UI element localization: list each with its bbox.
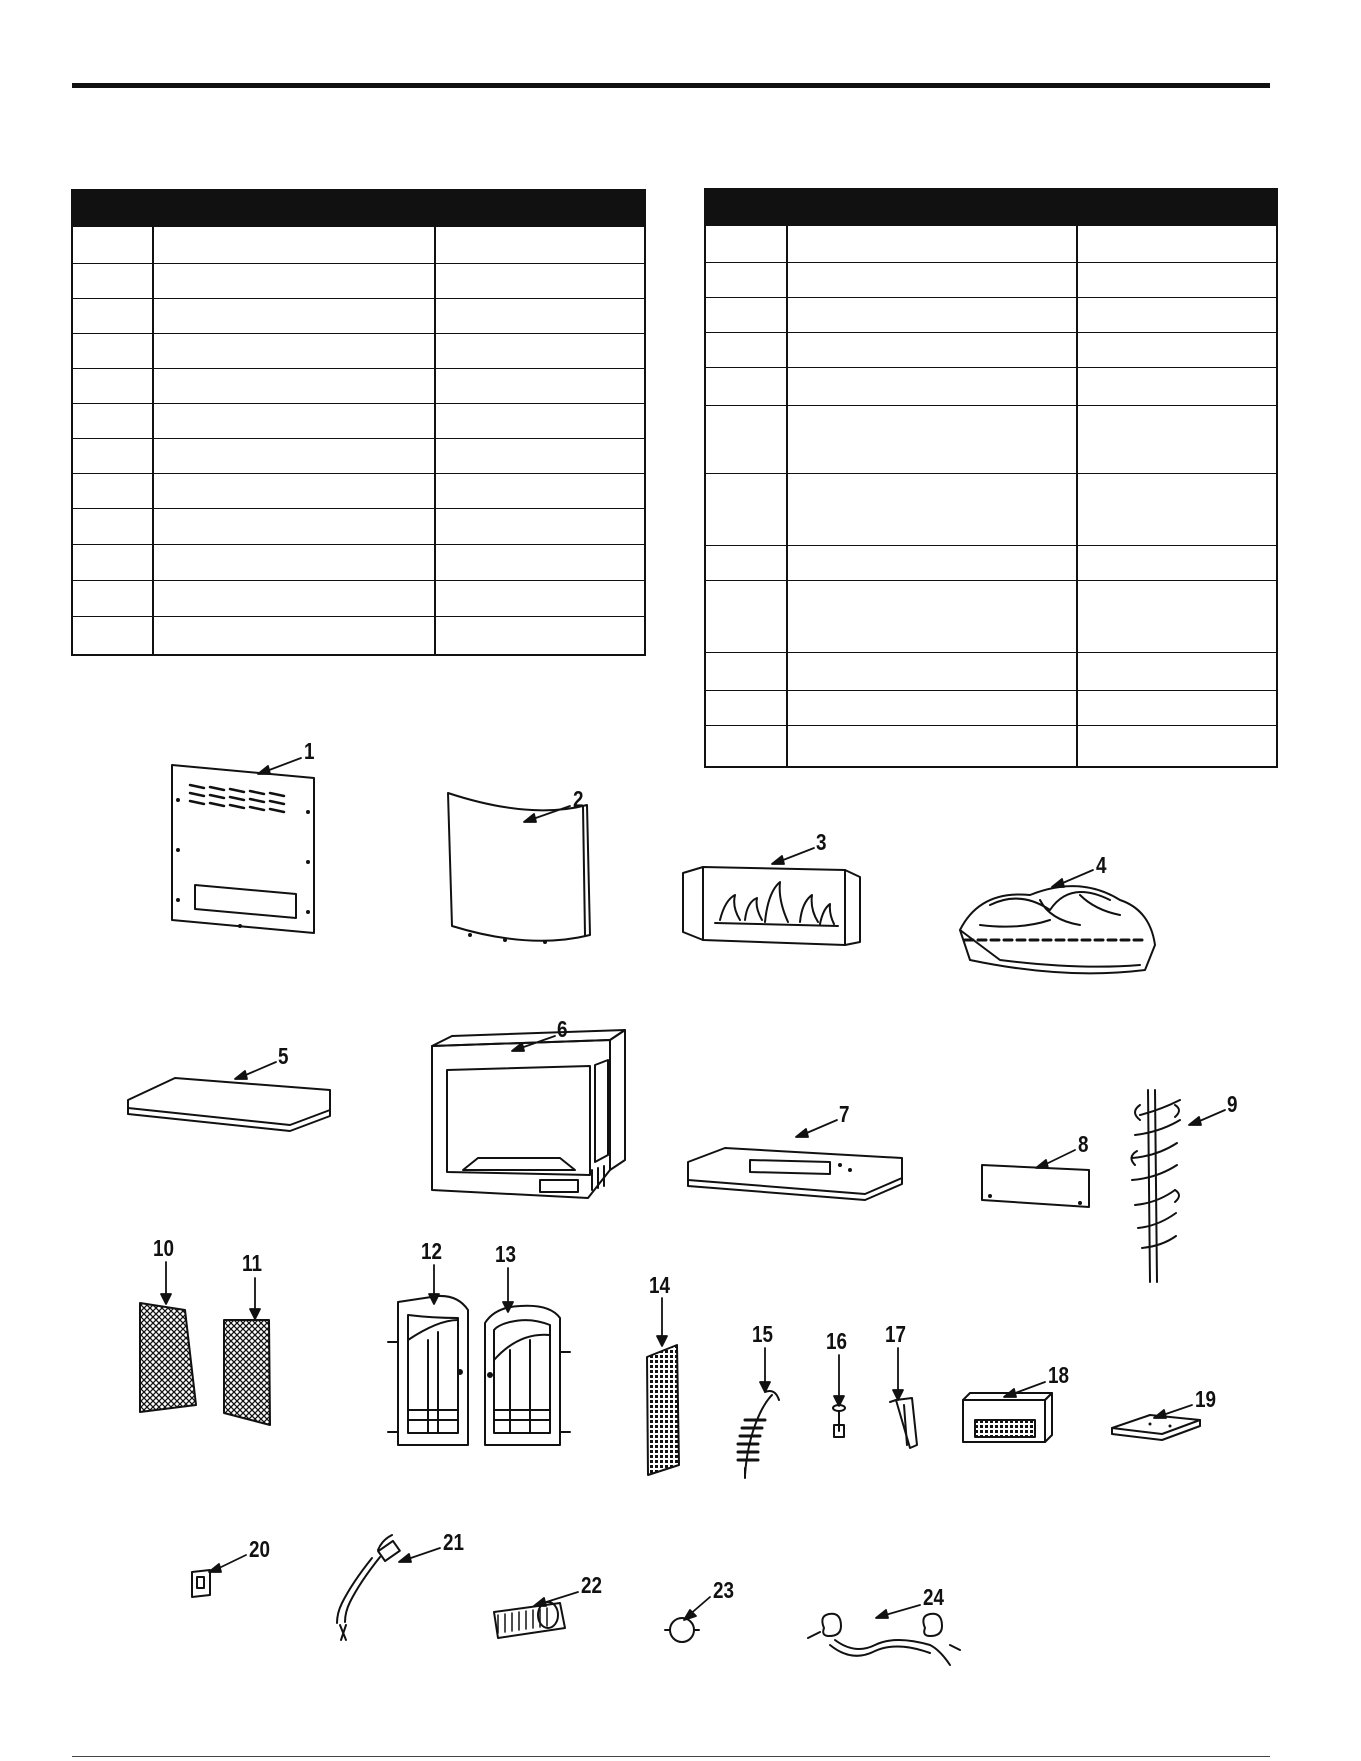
callout-label: 6 [557, 1016, 568, 1042]
part-bulb-holder [833, 1405, 845, 1437]
part-grill [647, 1345, 679, 1475]
callout-label: 18 [1048, 1362, 1069, 1388]
callout-label: 9 [1227, 1091, 1238, 1117]
callout-label: 1 [304, 738, 315, 764]
part-thermal-disc [665, 1618, 699, 1642]
footer-rule [72, 1756, 1270, 1757]
part-base-board [688, 1148, 902, 1200]
part-curved-panel [448, 793, 590, 944]
part-mesh-screen-right [224, 1320, 270, 1425]
part-door-right [485, 1306, 570, 1445]
callout-label: 22 [581, 1572, 602, 1598]
part-flame-screen [683, 867, 860, 945]
callout-label: 23 [713, 1577, 734, 1603]
part-mesh-screen-left [140, 1303, 196, 1412]
part-small-panel [982, 1165, 1089, 1207]
callout-label: 2 [573, 786, 584, 812]
callout-label: 17 [885, 1321, 906, 1347]
part-heater-box [963, 1393, 1052, 1442]
part-flame-rod [1131, 1090, 1180, 1282]
callout-label: 21 [443, 1529, 464, 1555]
callout-label: 20 [249, 1536, 270, 1562]
callout-label: 11 [242, 1250, 262, 1276]
callout-label: 10 [153, 1235, 174, 1261]
callout-label: 8 [1078, 1131, 1089, 1157]
callout-label: 3 [816, 829, 827, 855]
part-bracket [890, 1398, 917, 1448]
callout-label: 24 [923, 1584, 944, 1610]
part-back-panel [172, 765, 314, 933]
callout-label: 16 [826, 1328, 847, 1354]
part-top-board [128, 1078, 330, 1131]
part-wire-harness [808, 1614, 960, 1665]
callout-label: 12 [421, 1238, 442, 1264]
part-door-left [388, 1296, 468, 1445]
part-blower [494, 1602, 565, 1638]
callout-label: 5 [278, 1043, 289, 1069]
part-switch [192, 1570, 210, 1597]
callout-label: 14 [649, 1272, 670, 1298]
part-power-cord [337, 1535, 400, 1640]
part-firebox-frame [432, 1030, 625, 1198]
callout-label: 4 [1096, 852, 1107, 878]
part-spring-hose [738, 1391, 779, 1478]
callout-label: 13 [495, 1241, 516, 1267]
callout-label: 19 [1195, 1386, 1216, 1412]
part-log-set [960, 886, 1155, 973]
callout-label: 7 [839, 1101, 850, 1127]
callout-label: 15 [752, 1321, 773, 1347]
